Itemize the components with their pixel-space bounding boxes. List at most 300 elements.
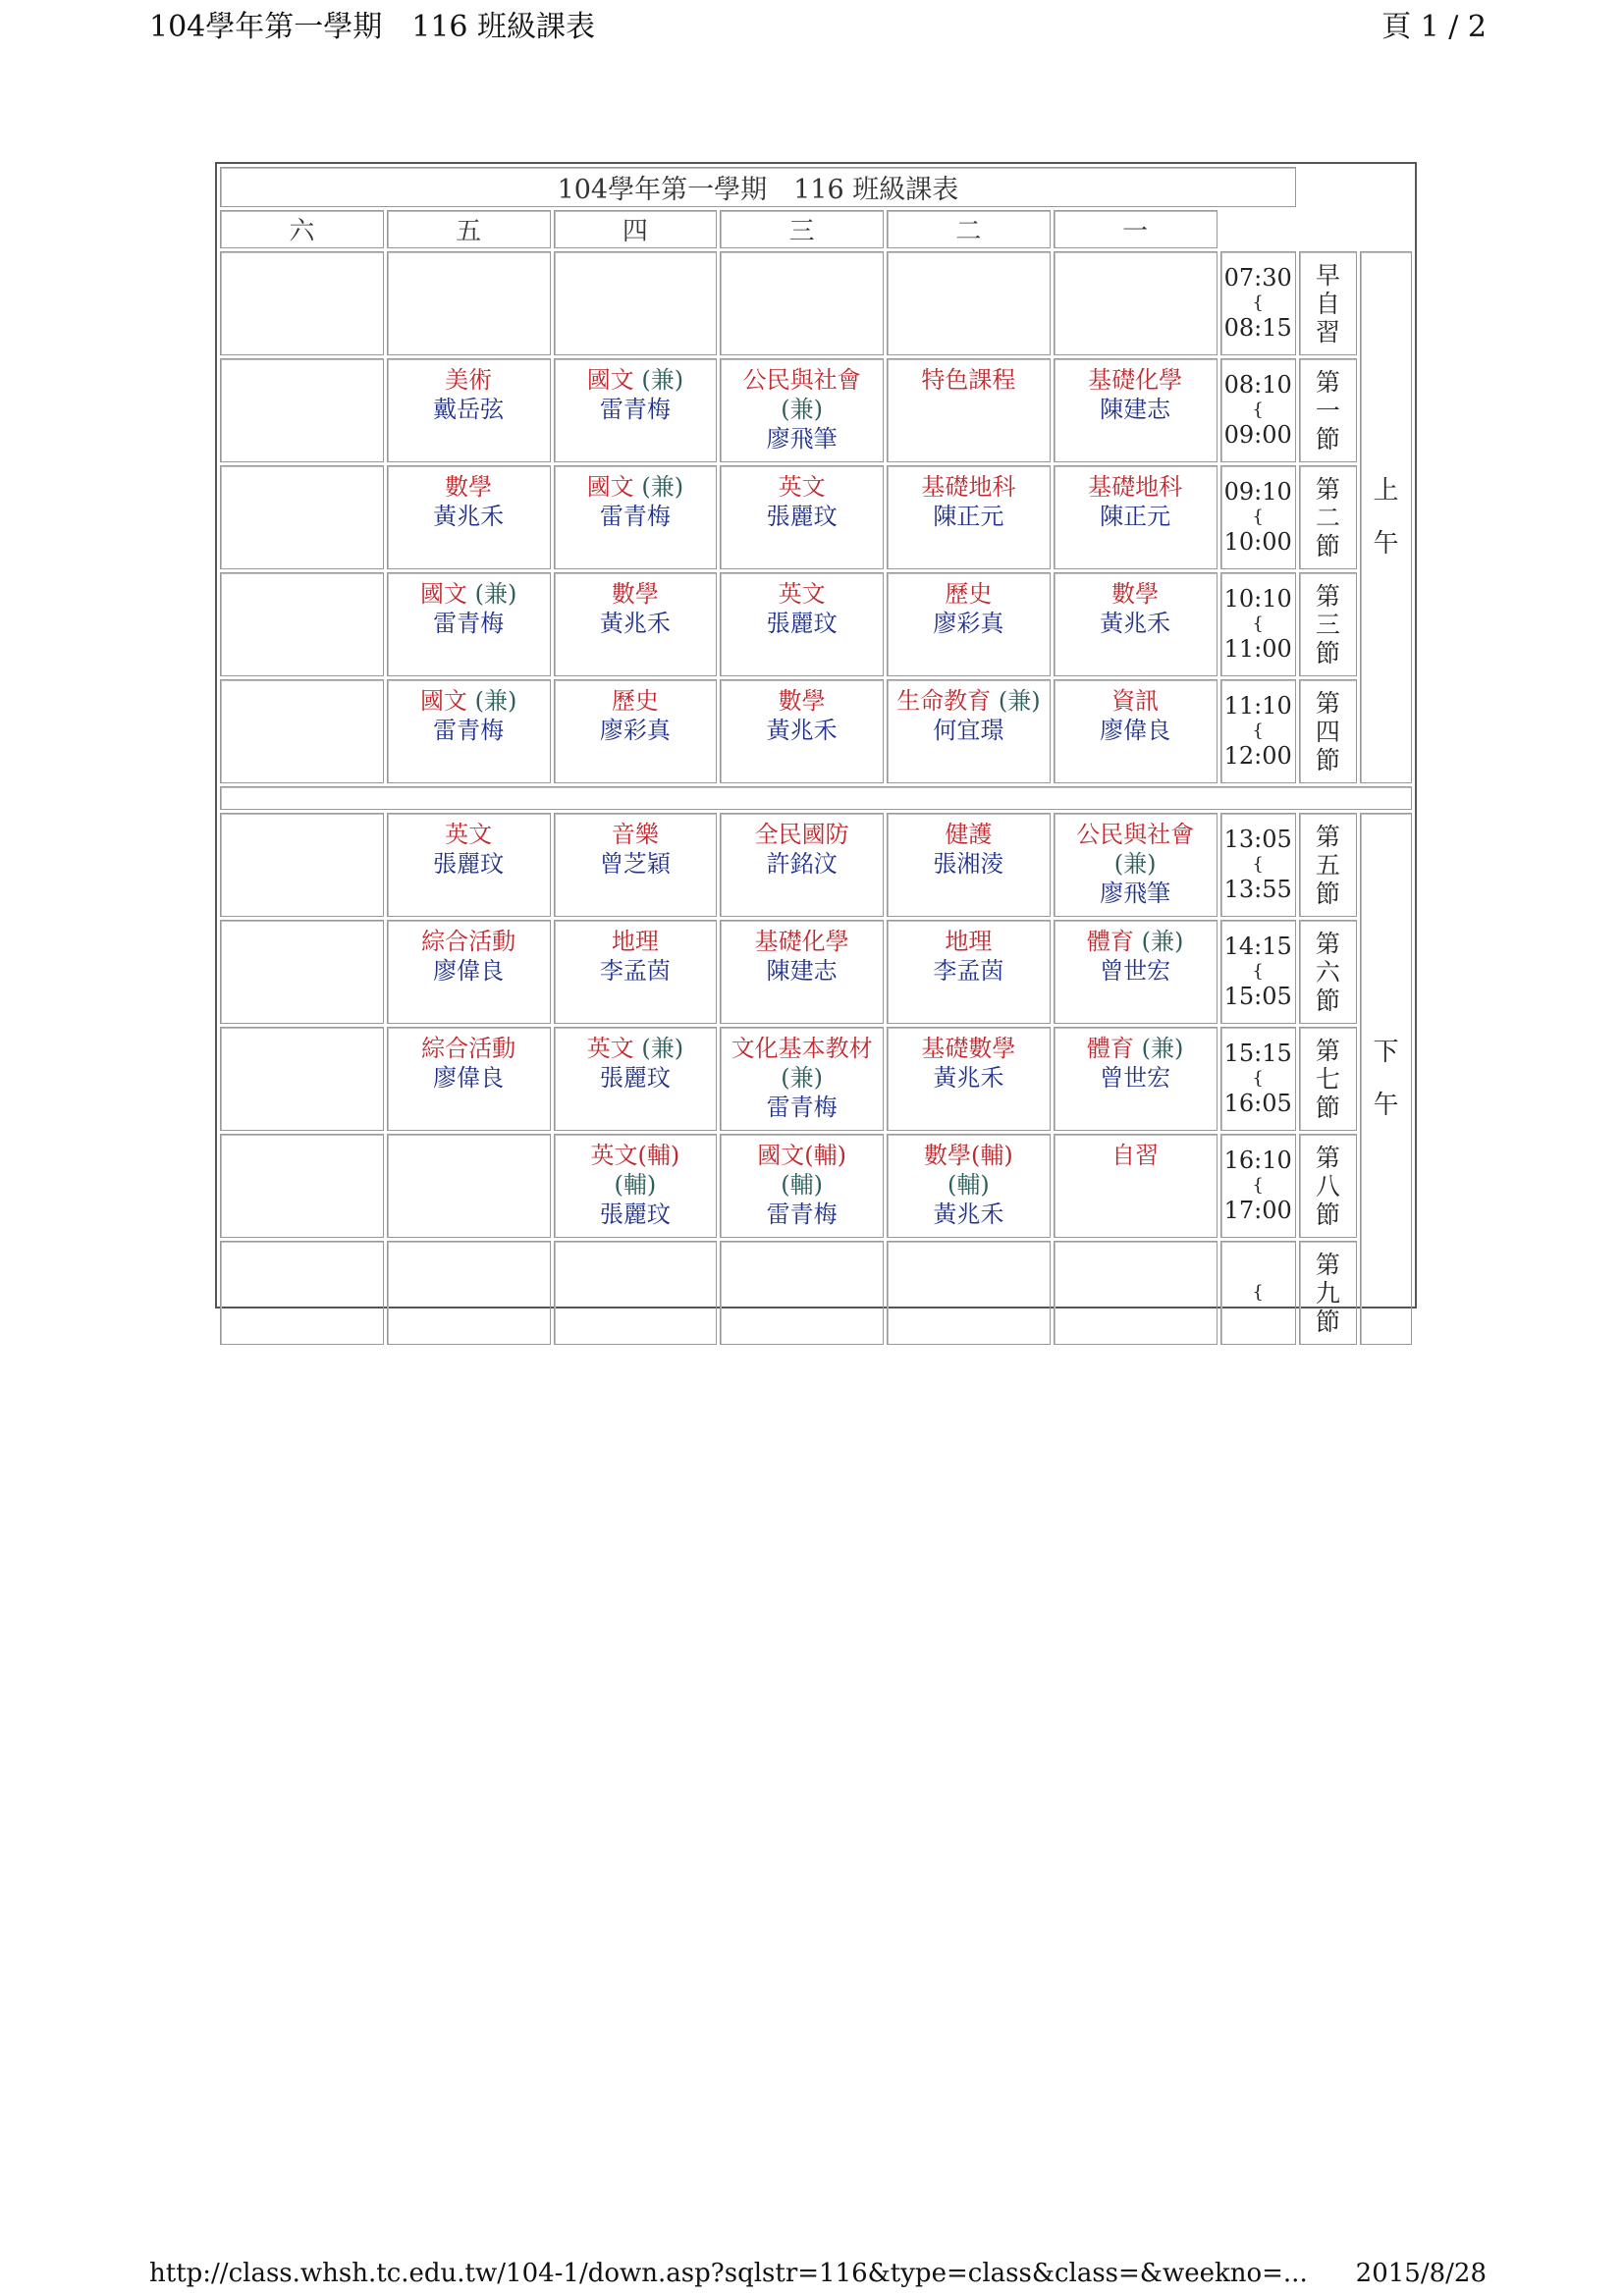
day-header: 五 — [387, 210, 551, 248]
subject-tag: (兼) — [1141, 1035, 1184, 1062]
teacher-name: 廖彩真 — [933, 610, 1004, 637]
subject-tag: (兼) — [641, 1035, 684, 1062]
period-char: 自 — [1315, 289, 1340, 318]
teacher-name: 張麗玟 — [766, 610, 838, 637]
end-time: 17:00 — [1223, 1197, 1292, 1224]
time-range — [1220, 251, 1296, 355]
end-time: 13:55 — [1223, 876, 1292, 903]
timetable-cell — [720, 813, 884, 917]
teacher-name: 黃兆禾 — [599, 610, 671, 637]
timetable-cell — [220, 813, 384, 917]
teacher-name: 戴岳弦 — [433, 396, 505, 423]
subject — [555, 579, 717, 609]
subject-name: 體育 — [1086, 1035, 1134, 1062]
timetable-cell — [1054, 572, 1218, 676]
period-char: 一 — [1315, 396, 1340, 425]
timetable-cell — [220, 358, 384, 462]
subject-tag: (輔) — [947, 1171, 990, 1199]
subject — [555, 1141, 717, 1200]
subject-name: 公民與社會 — [742, 366, 861, 394]
period-label — [1299, 358, 1357, 462]
subject-tag: (兼) — [474, 580, 517, 608]
teacher-name: 曾世宏 — [1100, 957, 1171, 985]
header-title: 104學年第一學期 116 班級課表 — [149, 10, 596, 44]
subject — [721, 686, 883, 716]
subject-name: 基礎地科 — [921, 473, 1016, 501]
subject — [888, 1141, 1050, 1200]
time-range — [1220, 679, 1296, 783]
timetable-cell — [220, 465, 384, 569]
period-char: 節 — [1315, 1200, 1340, 1229]
teacher-name: 黃兆禾 — [433, 503, 505, 530]
end-time — [1221, 1304, 1295, 1332]
teacher-name: 廖飛筆 — [766, 425, 838, 453]
teacher-name: 雷青梅 — [599, 396, 671, 423]
period-label — [1299, 1241, 1357, 1345]
page-footer — [149, 2251, 1487, 2296]
teacher-name: 張麗玟 — [766, 503, 838, 530]
period-row — [220, 358, 1412, 462]
time-range — [1220, 358, 1296, 462]
subject-name: 歷史 — [611, 687, 659, 715]
teacher-name: 陳建志 — [1100, 396, 1171, 423]
teacher-name: 曾芝穎 — [599, 850, 671, 878]
period-char: 四 — [1315, 717, 1340, 746]
subject-name: 國文 — [586, 366, 634, 394]
time-separator: { — [1252, 1175, 1264, 1196]
subject — [1055, 1141, 1217, 1170]
teacher-name: 張麗玟 — [599, 1064, 671, 1092]
timetable-cell — [554, 1241, 718, 1345]
subject-name: 體育 — [1086, 928, 1134, 955]
teacher-name: 黃兆禾 — [933, 1201, 1004, 1228]
subject-name: 國文(輔) — [757, 1142, 846, 1169]
time-separator: { — [1252, 854, 1264, 875]
timetable — [215, 162, 1417, 1336]
subject-name: 國文 — [586, 473, 634, 501]
day-header: 三 — [720, 210, 884, 248]
timetable-cell — [220, 1134, 384, 1238]
subject-name: 生命教育 — [896, 687, 992, 715]
day-header: 六 — [220, 210, 384, 248]
subject-tag: (兼) — [781, 1064, 823, 1092]
period-char: 節 — [1315, 986, 1340, 1015]
teacher-name: 李孟茵 — [599, 957, 671, 985]
subject-name: 基礎數學 — [921, 1035, 1016, 1062]
time-separator: { — [1252, 1068, 1264, 1089]
timetable-cell — [220, 572, 384, 676]
teacher-name: 陳正元 — [933, 503, 1004, 530]
teacher-name: 陳建志 — [766, 957, 838, 985]
timetable-grid — [217, 164, 1415, 1348]
subject-tag: (兼) — [474, 687, 517, 715]
end-time: 08:15 — [1223, 314, 1292, 342]
subject-name: 歷史 — [945, 580, 993, 608]
timetable-cell — [1054, 1027, 1218, 1131]
timetable-cell — [887, 920, 1051, 1024]
period-row — [220, 813, 1412, 917]
timetable-cell — [1054, 358, 1218, 462]
time-separator: { — [1252, 614, 1264, 634]
subject-name: 綜合活動 — [421, 928, 516, 955]
timetable-cell — [554, 920, 718, 1024]
time-separator: { — [1252, 293, 1264, 313]
subject-tag: (輔) — [614, 1171, 657, 1199]
period-row — [220, 679, 1412, 783]
period-label — [1299, 1027, 1357, 1131]
timetable-cell — [720, 679, 884, 783]
period-label — [1299, 251, 1357, 355]
start-time: 15:15 — [1223, 1040, 1292, 1067]
timetable-cell — [1054, 465, 1218, 569]
subject — [388, 579, 550, 609]
subject — [388, 820, 550, 849]
period-row — [220, 1241, 1412, 1345]
subject — [888, 365, 1050, 395]
subject — [555, 1034, 717, 1063]
subject-tag: (兼) — [998, 687, 1041, 715]
subject-name: 地理 — [945, 928, 993, 955]
start-time: 13:05 — [1223, 826, 1292, 853]
time-range — [1220, 572, 1296, 676]
period-char: 節 — [1315, 745, 1340, 774]
subject-name: 綜合活動 — [421, 1035, 516, 1062]
subject — [1055, 365, 1217, 395]
start-time: 11:10 — [1223, 692, 1292, 720]
period-char: 早 — [1315, 260, 1340, 290]
period-char: 節 — [1315, 879, 1340, 908]
end-time: 16:05 — [1223, 1090, 1292, 1117]
subject — [1055, 1034, 1217, 1063]
start-time: 14:15 — [1223, 933, 1292, 960]
timetable-cell — [887, 813, 1051, 917]
subject — [388, 365, 550, 395]
end-time: 10:00 — [1223, 528, 1292, 556]
timetable-cell — [720, 465, 884, 569]
period-label — [1299, 572, 1357, 676]
start-time: 08:10 — [1223, 371, 1292, 399]
morning-label — [1360, 251, 1412, 783]
afternoon-label — [1360, 813, 1412, 1345]
period-char: 第 — [1315, 581, 1340, 611]
period-row — [220, 465, 1412, 569]
subject — [388, 1034, 550, 1063]
start-time: 07:30 — [1223, 264, 1292, 292]
subject-name: 英文(輔) — [590, 1142, 680, 1169]
timetable-cell — [220, 920, 384, 1024]
subject — [1055, 686, 1217, 716]
subject-name: 英文 — [778, 473, 826, 501]
timetable-cell — [220, 1241, 384, 1345]
subject — [888, 686, 1050, 716]
start-time: 10:10 — [1223, 585, 1292, 613]
subject-name: 英文 — [445, 821, 493, 848]
time-range — [1220, 1027, 1296, 1131]
subject-name: 數學 — [778, 687, 826, 715]
timetable-cell — [387, 813, 551, 917]
period-char: 六 — [1315, 957, 1340, 987]
teacher-name: 張湘淩 — [933, 850, 1004, 878]
timetable-cell — [887, 251, 1051, 355]
subject-tag: (兼) — [641, 473, 684, 501]
day-header: 四 — [554, 210, 718, 248]
subject-name: 基礎地科 — [1088, 473, 1183, 501]
footer-date: 2015/8/28 — [1355, 2259, 1487, 2288]
subject-name: 基礎化學 — [754, 928, 849, 955]
time-separator: { — [1252, 507, 1264, 527]
period-char: 第 — [1315, 367, 1340, 397]
teacher-name: 張麗玟 — [599, 1201, 671, 1228]
timetable-cell — [720, 251, 884, 355]
period-char: 七 — [1315, 1064, 1340, 1094]
day-header: 二 — [887, 210, 1051, 248]
teacher-name: 廖偉良 — [433, 1064, 505, 1092]
subject-name: 音樂 — [611, 821, 659, 848]
period-row — [220, 572, 1412, 676]
timetable-cell — [387, 358, 551, 462]
ampm-char: 下 — [1373, 1038, 1399, 1067]
subject-name: 文化基本教材 — [731, 1035, 873, 1062]
period-char: 三 — [1315, 610, 1340, 639]
time-range — [1220, 1241, 1296, 1345]
timetable-cell — [1054, 251, 1218, 355]
period-char: 節 — [1315, 1093, 1340, 1122]
teacher-name: 雷青梅 — [599, 503, 671, 530]
start-time: 16:10 — [1223, 1147, 1292, 1174]
subject — [388, 927, 550, 956]
teacher-name: 廖飛筆 — [1100, 880, 1171, 907]
timetable-cell — [720, 358, 884, 462]
end-time: 15:05 — [1223, 983, 1292, 1010]
teacher-name: 雷青梅 — [433, 610, 505, 637]
timetable-cell — [387, 679, 551, 783]
time-range — [1220, 920, 1296, 1024]
period-char: 第 — [1315, 474, 1340, 504]
timetable-cell — [720, 1241, 884, 1345]
timetable-cell — [220, 251, 384, 355]
start-time — [1221, 1254, 1295, 1282]
lunch-divider — [220, 786, 1412, 810]
subject — [888, 927, 1050, 956]
end-time: 12:00 — [1223, 742, 1292, 770]
subject — [1055, 927, 1217, 956]
subject-name: 國文 — [419, 687, 467, 715]
timetable-cell — [887, 465, 1051, 569]
period-row — [220, 251, 1412, 355]
teacher-name: 黃兆禾 — [933, 1064, 1004, 1092]
period-char: 習 — [1315, 317, 1340, 347]
timetable-cell — [387, 572, 551, 676]
teacher-name: 張麗玟 — [433, 850, 505, 878]
period-label — [1299, 1134, 1357, 1238]
timetable-cell — [554, 251, 718, 355]
subject — [888, 579, 1050, 609]
subject-tag: (兼) — [641, 366, 684, 394]
timetable-cell — [387, 1027, 551, 1131]
timetable-cell — [220, 1027, 384, 1131]
period-char: 第 — [1315, 929, 1340, 958]
period-char: 九 — [1315, 1278, 1340, 1308]
timetable-cell — [720, 920, 884, 1024]
teacher-name: 雷青梅 — [766, 1201, 838, 1228]
subject-name: 數學 — [445, 473, 493, 501]
subject — [721, 365, 883, 424]
timetable-cell — [887, 1027, 1051, 1131]
subject-tag: (兼) — [1113, 850, 1157, 878]
teacher-name: 陳正元 — [1100, 503, 1171, 530]
timetable-cell — [1054, 813, 1218, 917]
subject-name: 數學 — [611, 580, 659, 608]
subject-name: 基礎化學 — [1088, 366, 1183, 394]
time-range — [1220, 813, 1296, 917]
subject — [388, 472, 550, 502]
time-range — [1220, 465, 1296, 569]
timetable-cell — [720, 1027, 884, 1131]
timetable-cell — [387, 465, 551, 569]
timetable-cell — [887, 358, 1051, 462]
time-separator: { — [1252, 721, 1264, 741]
period-char: 節 — [1315, 1307, 1340, 1336]
subject-tag: (兼) — [781, 396, 823, 423]
timetable-cell — [887, 679, 1051, 783]
timetable-cell — [1054, 920, 1218, 1024]
timetable-cell — [887, 1134, 1051, 1238]
day-header: 一 — [1054, 210, 1218, 248]
timetable-cell — [720, 572, 884, 676]
period-label — [1299, 813, 1357, 917]
period-row — [220, 1027, 1412, 1131]
timetable-cell — [887, 572, 1051, 676]
subject-name: 自習 — [1111, 1142, 1160, 1169]
time-range — [1220, 1134, 1296, 1238]
end-time: 09:00 — [1223, 421, 1292, 449]
teacher-name: 曾世宏 — [1100, 1064, 1171, 1092]
timetable-cell — [554, 679, 718, 783]
subject — [555, 686, 717, 716]
subject-name: 資訊 — [1111, 687, 1160, 715]
period-char: 五 — [1315, 850, 1340, 880]
subject — [1055, 820, 1217, 879]
subject — [555, 365, 717, 395]
timetable-cell — [220, 679, 384, 783]
period-char: 第 — [1315, 1036, 1340, 1065]
teacher-name: 何宜璟 — [933, 717, 1004, 744]
subject-name: 健護 — [945, 821, 993, 848]
subject — [721, 1034, 883, 1093]
end-time: 11:00 — [1223, 635, 1292, 663]
subject — [721, 579, 883, 609]
subject-name: 公民與社會 — [1076, 821, 1195, 848]
subject-name: 英文 — [586, 1035, 634, 1062]
subject — [1055, 472, 1217, 502]
subject — [555, 820, 717, 849]
subject — [1055, 579, 1217, 609]
timetable-cell — [720, 1134, 884, 1238]
timetable-cell — [554, 1134, 718, 1238]
period-char: 第 — [1315, 1143, 1340, 1172]
period-char: 八 — [1315, 1171, 1340, 1201]
timetable-cell — [554, 465, 718, 569]
teacher-name: 李孟茵 — [933, 957, 1004, 985]
timetable-cell — [554, 358, 718, 462]
timetable-cell — [1054, 679, 1218, 783]
timetable-cell — [387, 1134, 551, 1238]
teacher-name: 廖彩真 — [599, 717, 671, 744]
subject — [555, 472, 717, 502]
time-separator: { — [1252, 961, 1264, 982]
subject-name: 數學(輔) — [924, 1142, 1013, 1169]
period-label — [1299, 920, 1357, 1024]
timetable-cell — [887, 1241, 1051, 1345]
subject — [721, 927, 883, 956]
ampm-char: 午 — [1373, 1091, 1399, 1120]
period-char: 節 — [1315, 638, 1340, 667]
period-char: 二 — [1315, 503, 1340, 532]
teacher-name: 許銘汶 — [766, 850, 838, 878]
time-separator: { — [1252, 400, 1264, 420]
subject-name: 數學 — [1111, 580, 1160, 608]
subject — [388, 686, 550, 716]
period-char: 第 — [1315, 1250, 1340, 1279]
subject-name: 全民國防 — [754, 821, 849, 848]
teacher-name: 雷青梅 — [766, 1094, 838, 1121]
teacher-name: 黃兆禾 — [1100, 610, 1171, 637]
timetable-cell — [554, 572, 718, 676]
ampm-char: 午 — [1373, 529, 1399, 559]
page-header — [149, 4, 1487, 43]
subject-name: 英文 — [778, 580, 826, 608]
subject-tag: (兼) — [1141, 928, 1184, 955]
subject — [888, 472, 1050, 502]
subject — [721, 820, 883, 849]
start-time: 09:10 — [1223, 478, 1292, 506]
subject-tag: (輔) — [781, 1171, 823, 1199]
time-separator: { — [1252, 1282, 1264, 1303]
period-char: 第 — [1315, 688, 1340, 718]
timetable-cell — [1054, 1134, 1218, 1238]
teacher-name: 廖偉良 — [433, 957, 505, 985]
period-label — [1299, 465, 1357, 569]
subject-name: 地理 — [611, 928, 659, 955]
period-row — [220, 1134, 1412, 1238]
subject — [721, 472, 883, 502]
teacher-name: 雷青梅 — [433, 717, 505, 744]
footer-url: http://class.whsh.tc.edu.tw/104-1/down.asp?sqlstr=116&type=class&class=&weekno=... — [149, 2259, 1308, 2288]
subject-name: 國文 — [419, 580, 467, 608]
period-row — [220, 920, 1412, 1024]
timetable-cell — [554, 813, 718, 917]
subject — [721, 1141, 883, 1200]
header-page-number: 頁 1 / 2 — [1381, 10, 1487, 44]
ampm-char: 上 — [1373, 476, 1399, 506]
period-char: 節 — [1315, 531, 1340, 561]
timetable-cell — [387, 920, 551, 1024]
timetable-title: 104學年第一學期 116 班級課表 — [220, 167, 1296, 207]
subject-name: 特色課程 — [921, 366, 1016, 394]
subject — [888, 1034, 1050, 1063]
timetable-cell — [387, 251, 551, 355]
period-char: 第 — [1315, 822, 1340, 851]
timetable-cell — [1054, 1241, 1218, 1345]
subject — [555, 927, 717, 956]
period-label — [1299, 679, 1357, 783]
subject — [888, 820, 1050, 849]
teacher-name: 黃兆禾 — [766, 717, 838, 744]
subject-name: 美術 — [445, 366, 493, 394]
timetable-cell — [387, 1241, 551, 1345]
period-char: 節 — [1315, 424, 1340, 454]
teacher-name: 廖偉良 — [1100, 717, 1171, 744]
